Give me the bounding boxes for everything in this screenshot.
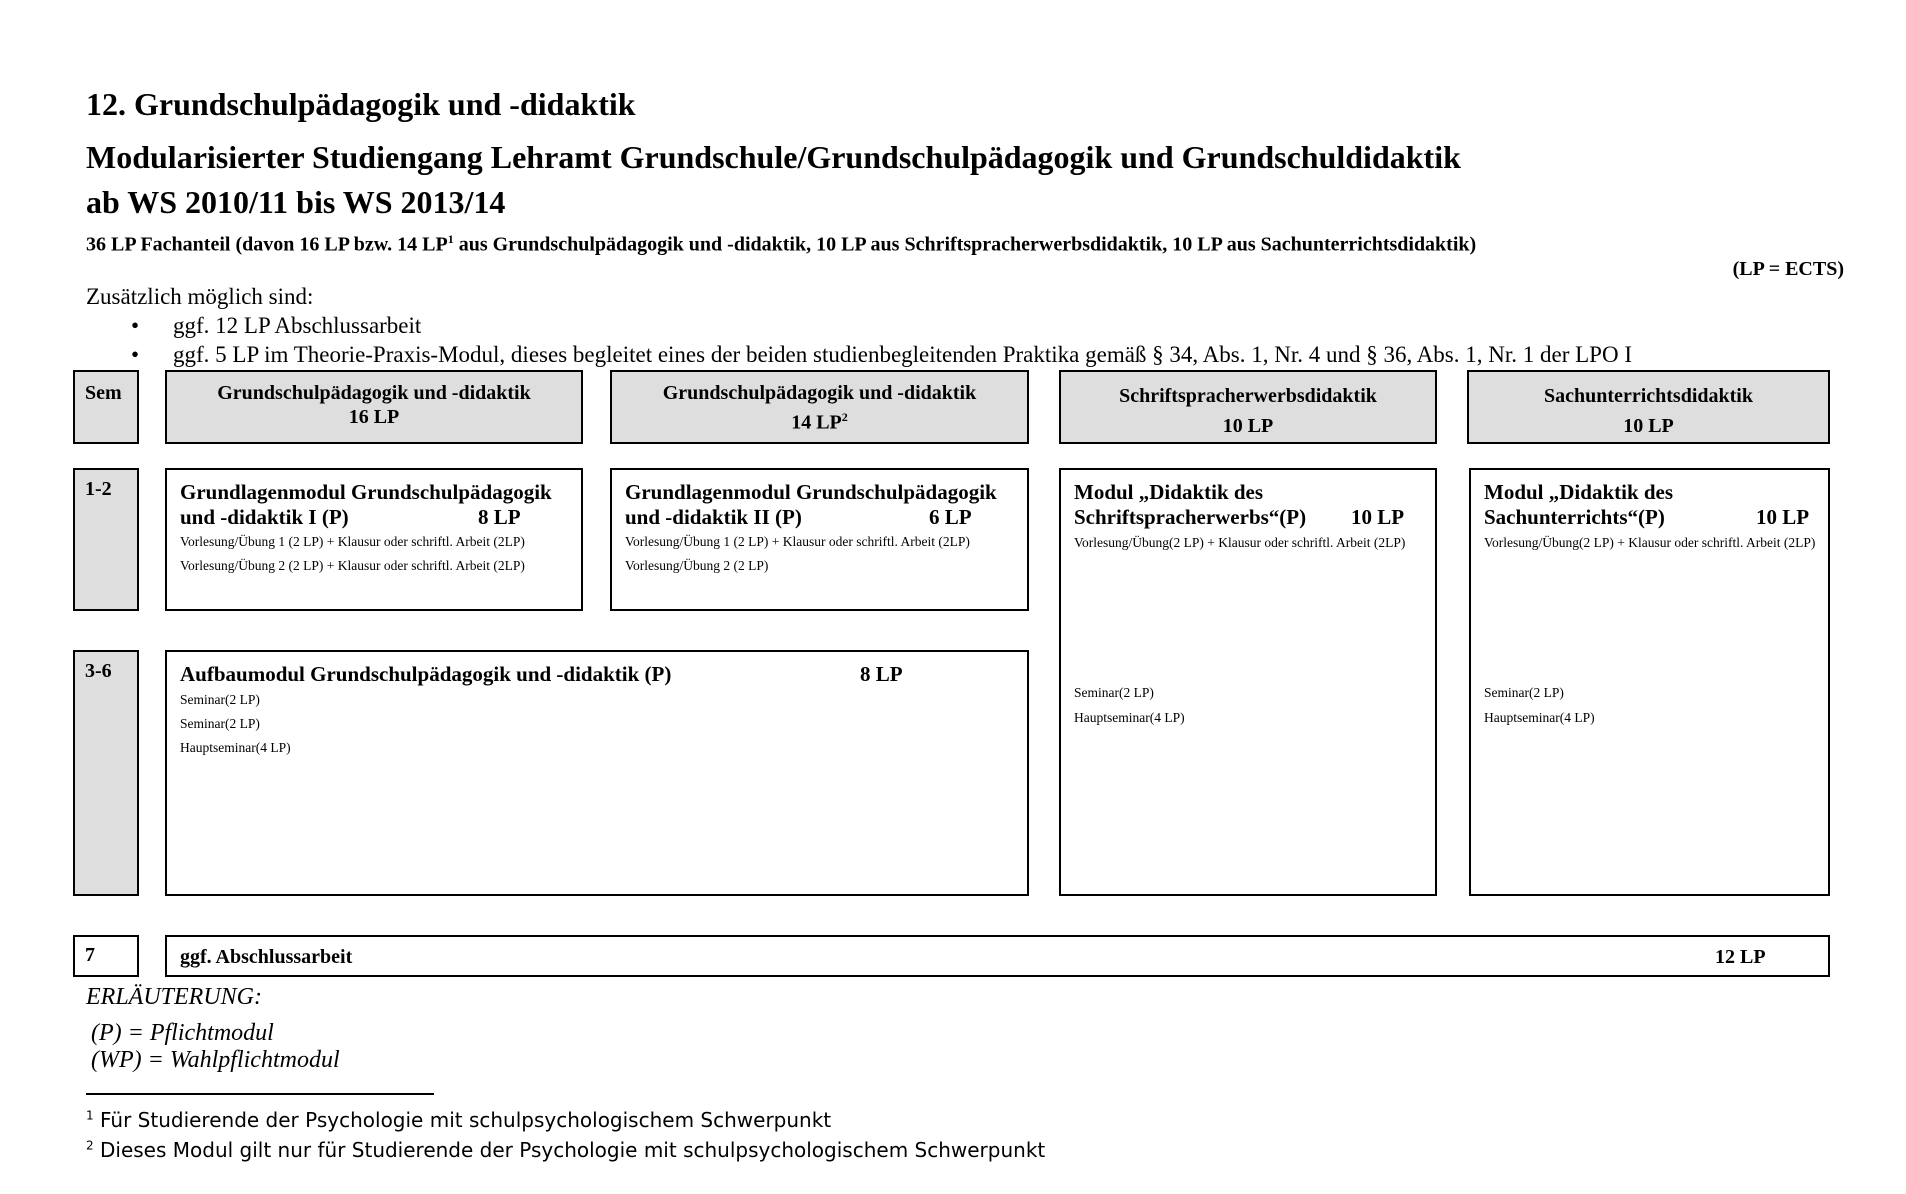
legend-heading: ERLÄUTERUNG: (86, 984, 262, 1010)
sem-cell-7 (73, 935, 139, 977)
sem-cell-1-2 (73, 468, 139, 611)
module-lp: 8 LP (478, 505, 521, 529)
module-schriftspracherwerb (1059, 468, 1437, 896)
column-name: Grundschulpädagogik und -didaktik (662, 382, 977, 404)
module-grundlagen-1 (165, 468, 583, 611)
module-item: Hauptseminar(4 LP) (180, 740, 291, 755)
column-lp: 10 LP (1222, 415, 1274, 437)
module-title: und -didaktik II (P) (625, 505, 802, 529)
footnote-2 (86, 1138, 1045, 1162)
module-item: Vorlesung/Übung(2 LP) + Klausur oder schriftl. Arbeit (2LP) (1484, 535, 1816, 550)
module-lp: 6 LP (929, 505, 972, 529)
footnote-text: Dieses Modul gilt nur für Studierende der Psychologie mit schulpsychologischem Schwerpunkt (93, 1138, 1046, 1162)
module-item: Seminar(2 LP) (180, 692, 260, 707)
module-title: Modul „Didaktik des (1074, 480, 1264, 504)
column-lp: 16 LP (348, 406, 400, 428)
module-title: Modul „Didaktik des (1484, 480, 1674, 504)
sem-header-label: Sem (85, 382, 122, 404)
module-item: Vorlesung/Übung(2 LP) + Klausur oder schriftl. Arbeit (2LP) (1074, 535, 1406, 550)
module-item: Seminar(2 LP) (1484, 685, 1564, 700)
footnote-ref-1: 1 (447, 232, 454, 246)
additional-intro: Zusätzlich möglich sind: (86, 284, 314, 309)
sem-header-cell (73, 370, 139, 444)
lp-summary (86, 232, 1476, 257)
additional-list (86, 311, 1632, 369)
module-item: Vorlesung/Übung 2 (2 LP) + Klausur oder schriftl. Arbeit (2LP) (180, 558, 525, 573)
module-title: Sachunterrichts“(P) (1484, 505, 1665, 529)
page-title: 12. Grundschulpädagogik und -didaktik (86, 86, 636, 122)
list-item: • ggf. 12 LP Abschlussarbeit (86, 311, 1632, 340)
column-header-schrift (1059, 370, 1437, 444)
lp-summary-part-a: 36 LP Fachanteil (davon 16 LP bzw. 14 LP (86, 233, 448, 256)
column-header-sach (1467, 370, 1830, 444)
column-name: Grundschulpädagogik und -didaktik (217, 382, 531, 404)
module-item: Seminar(2 LP) (180, 716, 260, 731)
module-item: Hauptseminar(4 LP) (1484, 710, 1595, 725)
module-title: und -didaktik I (P) (180, 505, 349, 529)
legend-item: (P) = Pflichtmodul (91, 1020, 274, 1046)
footnote-1 (86, 1108, 831, 1132)
module-sachunterricht (1469, 468, 1830, 896)
lp-summary-part-b: aus Grundschulpädagogik und -didaktik, 10 LP aus Schriftspracherwerbsdidaktik, 10 LP aus Sachunterrichtsdidaktik) (453, 233, 1477, 256)
list-item: • ggf. 5 LP im Theorie-Praxis-Modul, dieses begleitet eines der beiden studienbegleitenden Praktika gemäß § 34, Abs. 1, Nr. 4 und § 36, Abs. 1, Nr. 1 der LPO I (86, 340, 1632, 369)
module-aufbau (165, 650, 1029, 896)
module-title: Aufbaumodul Grundschulpädagogik und -didaktik (P) (180, 662, 672, 686)
sem-label: 7 (85, 944, 95, 966)
column-lp: 10 LP (1623, 415, 1674, 437)
column-header-gsp-14 (610, 370, 1029, 444)
sem-label: 1-2 (85, 478, 112, 500)
footnote-separator (86, 1093, 434, 1095)
column-header-gsp-16 (165, 370, 583, 444)
footnote-mark: 1 (86, 1108, 94, 1123)
validity-period: ab WS 2010/11 bis WS 2013/14 (86, 184, 506, 220)
module-item: Hauptseminar(4 LP) (1074, 710, 1185, 725)
module-lp: 10 LP (1756, 505, 1810, 529)
sem-cell-3-6 (73, 650, 139, 896)
footnote-ref-2: 2 (841, 410, 848, 424)
module-lp: 8 LP (860, 662, 903, 686)
column-lp: 14 LP (791, 411, 842, 434)
module-item: Seminar(2 LP) (1074, 685, 1154, 700)
module-lp: 10 LP (1351, 505, 1405, 529)
footnote-text: Für Studierende der Psychologie mit schulpsychologischem Schwerpunkt (93, 1108, 832, 1132)
module-title: Grundlagenmodul Grundschulpädagogik (180, 480, 552, 504)
module-lp: 12 LP (1715, 946, 1766, 968)
module-item: Vorlesung/Übung 1 (2 LP) + Klausur oder schriftl. Arbeit (2LP) (180, 534, 525, 549)
module-grundlagen-2 (610, 468, 1029, 611)
module-title: Schriftspracherwerbs“(P) (1074, 505, 1307, 529)
footnote-mark: 2 (86, 1138, 94, 1153)
module-item: Vorlesung/Übung 2 (2 LP) (625, 558, 769, 573)
module-abschlussarbeit (165, 935, 1830, 977)
module-title: Grundlagenmodul Grundschulpädagogik (625, 480, 997, 504)
ects-note: (LP = ECTS) (1732, 258, 1844, 280)
legend-item: (WP) = Wahlpflichtmodul (91, 1047, 340, 1073)
module-item: Vorlesung/Übung 1 (2 LP) + Klausur oder schriftl. Arbeit (2LP) (625, 534, 970, 549)
column-name: Sachunterrichtsdidaktik (1544, 385, 1753, 407)
sem-label: 3-6 (85, 660, 112, 682)
column-name: Schriftspracherwerbsdidaktik (1119, 385, 1377, 407)
program-subtitle: Modularisierter Studiengang Lehramt Grundschule/Grundschulpädagogik und Grundschuldidaktik (86, 139, 1461, 175)
module-title: ggf. Abschlussarbeit (180, 946, 353, 968)
